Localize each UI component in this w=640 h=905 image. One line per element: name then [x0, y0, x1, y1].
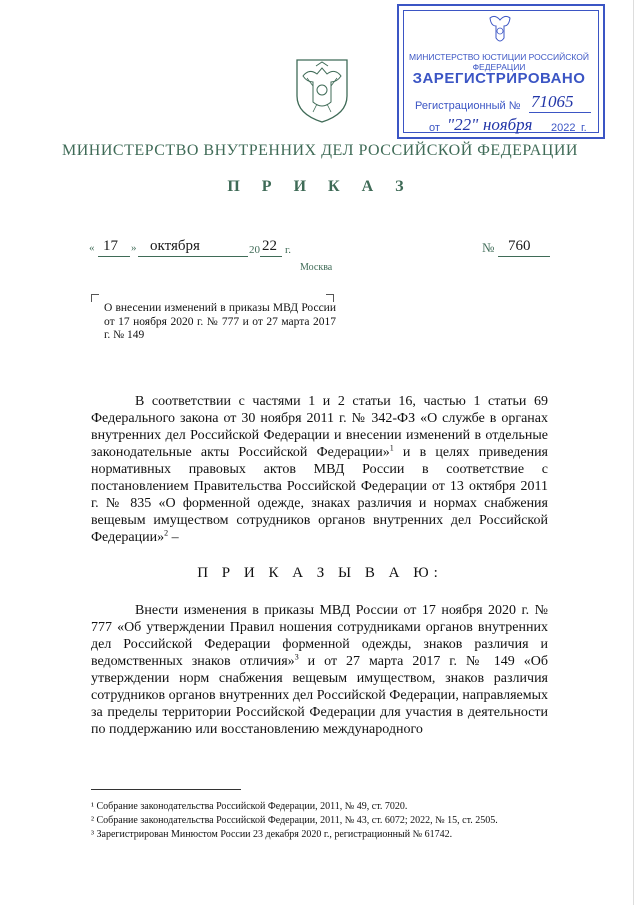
coat-of-arms-icon [291, 56, 353, 124]
order-number-underline [498, 256, 550, 257]
stamp-from-label: от [429, 122, 440, 134]
footnote-ref-1: 1 [389, 443, 394, 453]
footnote-separator [91, 789, 241, 790]
city-name: Москва [300, 262, 333, 273]
stamp-from-month: ноября [483, 115, 533, 134]
preamble-paragraph [91, 393, 548, 546]
date-year-underline [260, 256, 282, 257]
order-word: П Р И К А З Ы В А Ю: [197, 565, 443, 581]
stamp-from-year: 2022 [551, 122, 576, 134]
date-day-underline [98, 256, 130, 257]
date-month: октября [150, 238, 200, 254]
stamp-emblem-icon [487, 14, 513, 48]
page-edge [633, 0, 634, 905]
footnote-2: ² Собрание законодательства Российской Федерации, 2011, № 43, ст. 6072; 2022, № 15, ст. 2505. [91, 815, 498, 826]
operative-text-b: и от 27 марта 2017 г. № 149 «Об утверждении норм снабжения вещевым имуществом, знаков различия сотрудников органов внутренних дел Российской Федерации, направляемых за пределы территории Российской Федерации для участия в деятельности по поддержанию или восстановлению международного [91, 654, 548, 737]
order-subject: О внесении изменений в приказы МВД России от 17 ноября 2020 г. № 777 и от 27 марта 2017 г. № 149 [104, 302, 336, 341]
footnote-1: ¹ Собрание законодательства Российской Федерации, 2011, № 49, ст. 7020. [91, 801, 408, 812]
date-year-mark: г. [285, 244, 292, 256]
operative-text-a: Внести изменения в приказы МВД России от 17 ноября 2020 г. № 777 «Об утверждении Правил ношения сотрудниками органов внутренних дел Российской Федерации форменной одежды, знаков различия и ведомственных знаков отличия» [91, 603, 548, 669]
stamp-reg-label: Регистрационный № [415, 100, 521, 112]
subject-bracket-right [326, 294, 334, 302]
date-close-quote: » [131, 242, 137, 254]
ministry-name: МИНИСТЕРСТВО ВНУТРЕННИХ ДЕЛ РОССИЙСКОЙ ФЕДЕРАЦИИ [62, 142, 578, 159]
stamp-year-mark: г. [581, 122, 587, 134]
order-number: 760 [508, 238, 531, 254]
footnote-ref-2: 2 [164, 528, 169, 538]
stamp-ministry-name: МИНИСТЕРСТВО ЮСТИЦИИ РОССИЙСКОЙ ФЕДЕРАЦИИ [409, 52, 589, 72]
date-year-suffix: 22 [262, 238, 277, 254]
preamble-text-a: В соответствии с частями 1 и 2 статьи 16, частью 1 статьи 69 Федерального закона от 30 ноября 2011 г. № 342-ФЗ «О службе в органах внутренних дел Российской Федерации и внесении изменений в отдельные законодательные акты Российской Федерации» [91, 394, 548, 460]
subject-bracket-left [91, 294, 99, 302]
preamble-text-c: – [168, 530, 179, 545]
date-year-prefix: 20 [249, 244, 260, 256]
operative-paragraph [91, 602, 548, 738]
number-sign: № [482, 240, 495, 255]
preamble-text-b: и в целях приведения нормативных правовых актов МВД России в соответствие с постановлением Правительства Российской Федерации от 13 октября 2011 г. № 835 «О форменной одежде, знаках различия и нормах снабжения вещевым имуществом сотрудников органов внутренних дел Российской Федерации» [91, 445, 548, 545]
date-open-quote: « [89, 242, 95, 254]
document-type-title: П Р И К А З [227, 178, 413, 195]
stamp-from-day: "22" [447, 115, 479, 134]
date-month-underline [138, 256, 248, 257]
stamp-reg-number: 71065 [531, 92, 574, 111]
stamp-registered-title: ЗАРЕГИСТРИРОВАНО [412, 70, 586, 87]
registration-stamp [397, 4, 605, 139]
stamp-reg-underline [529, 112, 591, 113]
footnote-ref-3: 3 [294, 652, 299, 662]
date-day: 17 [103, 238, 118, 254]
footnote-3: ³ Зарегистрирован Минюстом России 23 декабря 2020 г., регистрационный № 61742. [91, 829, 453, 840]
